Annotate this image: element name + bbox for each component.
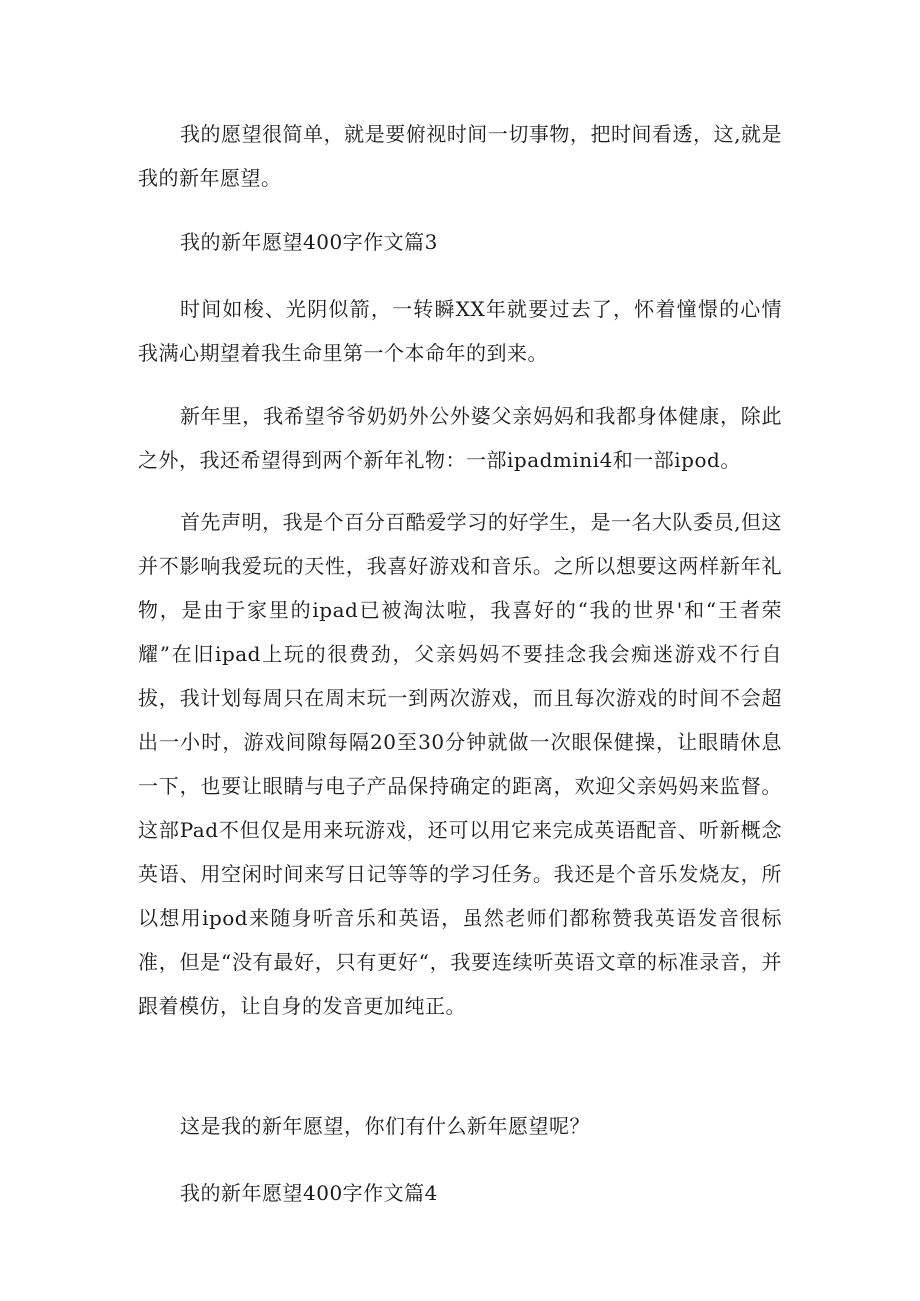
paragraph-closing-question: 这是我的新年愿望，你们有什么新年愿望呢？ — [180, 1114, 590, 1138]
section-heading-3: 我的新年愿望400字作文篇3 — [180, 230, 438, 254]
section-heading-4: 我的新年愿望400字作文篇4 — [180, 1181, 438, 1205]
paragraph-intro-conclusion: 我的愿望很简单，就是要俯视时间一切事物，把时间看透，这,就是我的新年愿望。 — [138, 122, 782, 190]
paragraph-time-flies: 时间如梭、光阴似箭，一转瞬XX年就要过去了，怀着憧憬的心情我满心期望着我生命里第一个本命年的到来。 — [138, 297, 782, 365]
paragraph-wishes: 新年里，我希望爷爷奶奶外公外婆父亲妈妈和我都身体健康，除此之外，我还希望得到两个新年礼物：一部ipadmini4和一部ipod。 — [138, 404, 782, 472]
paragraph-explanation: 首先声明，我是个百分百酷爱学习的好学生，是一名大队委员,但这并不影响我爱玩的天性，我喜好游戏和音乐。之所以想要这两样新年礼物，是由于家里的ipad已被淘汰啦，我喜好的“我的世界'和“王者荣耀”在旧ipad上玩的很费劲，父亲妈妈不要挂念我会痴迷游戏不行自拔，我计划每周只在周末玩一到两次游戏，而且每次游戏的时间不会超出一小时，游戏间隙每隔20至30分钟就做一次眼保健操，让眼睛休息一下，也要让眼睛与电子产品保持确定的距离，欢迎父亲妈妈来监督。这部Pad不但仅是用来玩游戏，还可以用它来完成英语配音、听新概念英语、用空闲时间来写日记等等的学习任务。我还是个音乐发烧友，所以想用ipod来随身听音乐和英语，虽然老师们都称赞我英语发音很标准，但是“没有最好，只有更好“，我要连续听英语文章的标准录音，并跟着模仿，让自身的发音更加纯正。 — [138, 510, 782, 1018]
